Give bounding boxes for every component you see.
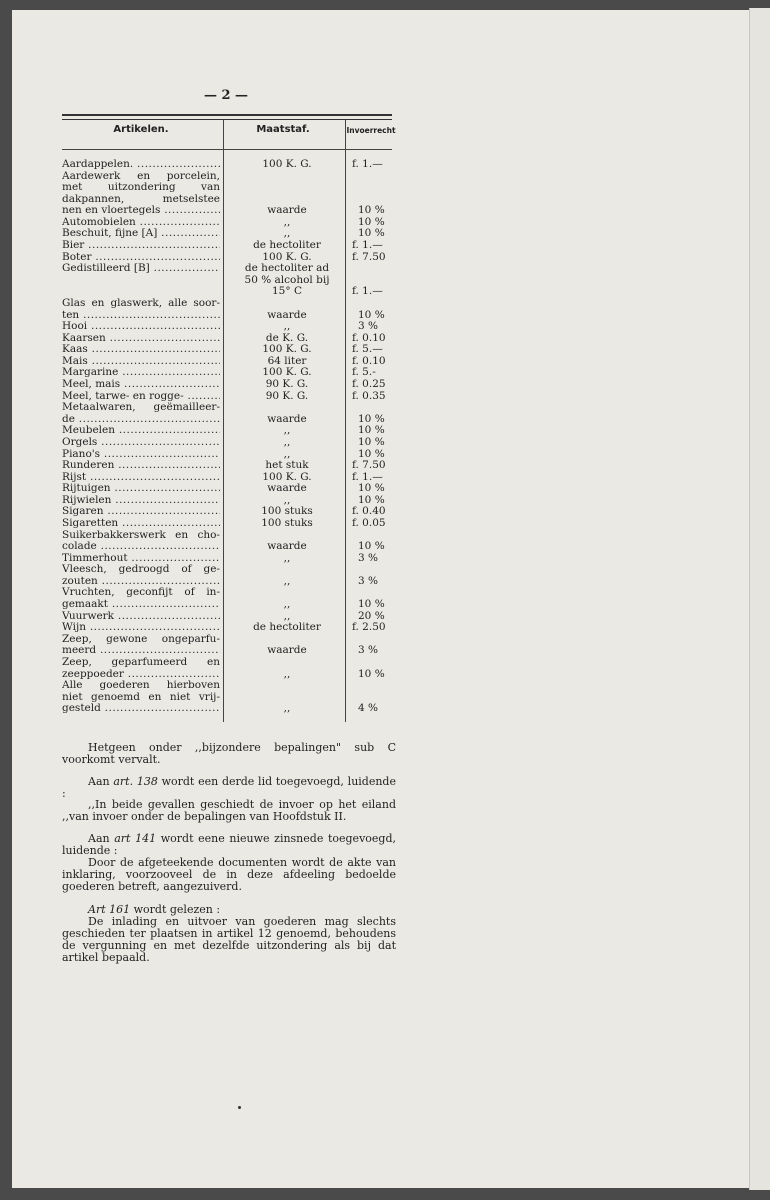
article-cell: nen en vloertegels ..... xyxy=(62,205,220,217)
page-number: — 2 — xyxy=(203,88,249,103)
article-cell: zeeppoeder ..... xyxy=(62,669,220,681)
table-row xyxy=(62,437,392,449)
article-cell: dakpannen, metselstee xyxy=(62,193,220,205)
article-cell: Automobielen ..... xyxy=(62,217,220,229)
table-row xyxy=(62,669,392,681)
article-cell: Alle goederen hierboven xyxy=(62,680,220,692)
table-row xyxy=(62,159,392,171)
table-row xyxy=(62,692,392,704)
unit-cell: waarde xyxy=(267,308,307,321)
table-row xyxy=(62,391,392,403)
duty-cell: 10 % xyxy=(358,424,385,437)
table-row xyxy=(62,414,392,426)
table-top-rule xyxy=(62,114,392,120)
duty-cell: f. 5.— xyxy=(352,343,383,356)
unit-cell: 100 K. G. xyxy=(262,366,312,379)
duty-cell: f. 5.- xyxy=(352,366,376,379)
article-cell: Metaalwaren, geëmailleer- xyxy=(62,402,220,414)
duty-cell: f. 7.50 xyxy=(352,250,386,263)
duty-cell: 10 % xyxy=(358,667,385,680)
table-row xyxy=(62,553,392,565)
unit-cell: 100 stuks xyxy=(261,505,313,518)
article-cell: Orgels ..... xyxy=(62,437,220,449)
table-row xyxy=(62,228,392,240)
article-cell: Meel, mais ..... xyxy=(62,379,220,391)
table-row xyxy=(62,171,392,183)
article-cell: met uitzondering van xyxy=(62,182,220,194)
table-row xyxy=(62,240,392,252)
table-row xyxy=(62,576,392,588)
unit-cell: 100 stuks xyxy=(261,516,313,529)
article-cell: Vuurwerk ..... xyxy=(62,611,220,623)
article-cell: Meel, tarwe- en rogge- ..... xyxy=(62,391,220,403)
article-cell: Zeep, gewone ongeparfu- xyxy=(62,633,220,645)
unit-cell: 100 K. G. xyxy=(262,470,312,483)
duty-cell: 10 % xyxy=(358,227,385,240)
article-cell: Margarine ..... xyxy=(62,367,220,379)
table-row xyxy=(62,460,392,472)
article-cell: Aardewerk en porcelein, xyxy=(62,170,220,182)
duty-cell: 10 % xyxy=(358,482,385,495)
table-row xyxy=(62,495,392,507)
article-cell: Kaas ..... xyxy=(62,344,220,356)
unit-cell: ,, xyxy=(283,320,291,333)
table-row xyxy=(62,587,392,599)
table-row xyxy=(62,506,392,518)
article-cell: Hooi ..... xyxy=(62,321,220,333)
header-duty: Invoerrecht xyxy=(346,126,396,135)
article-cell: Beschuit, fijne [A] ..... xyxy=(62,228,220,240)
duty-cell: 10 % xyxy=(358,412,385,425)
article-cell: Vleesch, gedroogd of ge- xyxy=(62,564,220,576)
table-row xyxy=(62,645,392,657)
duty-cell: 10 % xyxy=(358,215,385,228)
unit-cell: 90 K. G. xyxy=(265,378,309,391)
duty-cell: f. 1.— xyxy=(352,239,383,252)
table-row xyxy=(62,356,392,368)
table-row xyxy=(62,367,392,379)
article-cell: Glas en glaswerk, alle soor- xyxy=(62,297,220,309)
table-row xyxy=(62,182,392,194)
table-row xyxy=(62,611,392,623)
article-cell: Rijst ..... xyxy=(62,472,220,484)
unit-cell: ,, xyxy=(283,493,291,506)
article-cell: Bier ..... xyxy=(62,240,220,252)
unit-cell: de K. G. xyxy=(265,331,309,344)
article-cell: Mais ..... xyxy=(62,356,220,368)
table-row xyxy=(62,483,392,495)
article-cell: meerd ..... xyxy=(62,645,220,657)
paragraph-2: Aan art. 138 wordt een derde lid toegevoegd, luidende : xyxy=(62,775,396,800)
unit-cell: ,, xyxy=(283,424,291,437)
table-row xyxy=(62,599,392,611)
unit-cell: 100 K. G. xyxy=(262,343,312,356)
table-row xyxy=(62,379,392,391)
duty-cell: f. 7.50 xyxy=(352,459,386,472)
article-cell: Zeep, geparfumeerd en xyxy=(62,656,220,668)
table-row xyxy=(62,657,392,669)
table-row xyxy=(62,252,392,264)
duty-cell: f. 2.50 xyxy=(352,621,386,634)
article-cell: zouten ..... xyxy=(62,576,220,588)
duty-cell: f. 1.— xyxy=(352,158,383,170)
article-cell: Vruchten, geconfijt of in- xyxy=(62,587,220,599)
table-row xyxy=(62,344,392,356)
paragraph-7: De inlading en uitvoer van goederen mag slechts geschieden ter plaatsen in artikel 12 genoemd, behoudens de vergunning en met dezelfde uitzondering als bij dat artikel bepaald. xyxy=(62,915,396,964)
table-row xyxy=(62,286,392,298)
table-row xyxy=(62,217,392,229)
article-cell: de ..... xyxy=(62,414,220,426)
table-row xyxy=(62,333,392,345)
duty-cell: 10 % xyxy=(358,308,385,321)
duty-cell: 10 % xyxy=(358,598,385,611)
unit-cell: ,, xyxy=(283,227,291,240)
unit-cell: ,, xyxy=(283,447,291,460)
unit-cell: 100 K. G. xyxy=(262,158,312,170)
unit-cell: 64 liter xyxy=(267,354,307,367)
paragraph-6: Art 161 wordt gelezen : xyxy=(88,903,221,916)
duty-cell: f. 0.25 xyxy=(352,378,386,391)
unit-cell: 90 K. G. xyxy=(265,389,309,402)
article-cell: Boter ..... xyxy=(62,252,220,264)
unit-cell: ,, xyxy=(283,609,291,622)
article-cell: Gedistilleerd [B] ..... xyxy=(62,263,220,275)
table-row xyxy=(62,530,392,542)
unit-cell: ,, xyxy=(283,215,291,228)
duty-cell: 3 % xyxy=(358,551,378,564)
unit-cell: 50 % alcohol bij xyxy=(244,273,330,286)
unit-cell: waarde xyxy=(267,204,307,217)
paragraph-3: ,,In beide gevallen geschiedt de invoer op het eiland ,,van invoer onder de bepalingen van Hoofdstuk II. xyxy=(62,798,396,823)
duty-cell: 4 % xyxy=(358,702,378,715)
duty-cell: f. 0.05 xyxy=(352,516,386,529)
table-row xyxy=(62,541,392,553)
unit-cell: waarde xyxy=(267,412,307,425)
article-cell: gesteld ..... xyxy=(62,703,220,715)
article-cell: ten ..... xyxy=(62,310,220,322)
duty-cell: f. 0.10 xyxy=(352,354,386,367)
unit-cell: ,, xyxy=(283,435,291,448)
table-row xyxy=(62,703,392,715)
ink-speck xyxy=(238,1106,241,1109)
duty-cell: f. 0.40 xyxy=(352,505,386,518)
duty-cell: 20 % xyxy=(358,609,385,622)
table-row xyxy=(62,634,392,646)
paragraph-4: Aan art 141 wordt eene nieuwe zinsnede toegevoegd, luidende : xyxy=(62,832,396,857)
duty-cell: 3 % xyxy=(358,320,378,333)
duty-cell: 10 % xyxy=(358,493,385,506)
unit-cell: de hectoliter xyxy=(253,621,321,634)
header-articles: Artikelen. xyxy=(113,124,169,135)
table-row xyxy=(62,680,392,692)
duty-cell: 10 % xyxy=(358,540,385,553)
duty-cell: f. 1.— xyxy=(352,470,383,483)
duty-cell: 10 % xyxy=(358,435,385,448)
article-cell: colade ..... xyxy=(62,541,220,553)
unit-cell: de hectoliter ad xyxy=(244,262,330,275)
article-cell: Meubelen ..... xyxy=(62,425,220,437)
duty-cell: 3 % xyxy=(358,644,378,657)
unit-cell: 15° C xyxy=(272,285,302,298)
unit-cell: waarde xyxy=(267,482,307,495)
duty-cell: 10 % xyxy=(358,447,385,460)
table-row xyxy=(62,518,392,530)
unit-cell: ,, xyxy=(283,598,291,611)
article-cell: Timmerhout ..... xyxy=(62,553,220,565)
article-cell: niet genoemd en niet vrij- xyxy=(62,691,220,703)
unit-cell: de hectoliter xyxy=(253,239,321,252)
duty-cell: f. 0.35 xyxy=(352,389,386,402)
duty-cell: f. 1.— xyxy=(352,285,383,298)
table-row xyxy=(62,622,392,634)
unit-cell: ,, xyxy=(283,551,291,564)
article-cell: Sigaretten ..... xyxy=(62,518,220,530)
table-row xyxy=(62,472,392,484)
article-cell: Aardappelen. ..... xyxy=(62,159,220,171)
unit-cell: 100 K. G. xyxy=(262,250,312,263)
paragraph-5: Door de afgeteekende documenten wordt de akte van inklaring, voorzooveel de in deze afdeeling bedoelde goederen betreft, aangezuiverd. xyxy=(62,856,396,893)
table-row xyxy=(62,402,392,414)
table-row xyxy=(62,310,392,322)
article-cell: Kaarsen ..... xyxy=(62,333,220,345)
duty-cell: f. 0.10 xyxy=(352,331,386,344)
article-cell: Runderen ..... xyxy=(62,460,220,472)
table-row xyxy=(62,298,392,310)
unit-cell: waarde xyxy=(267,644,307,657)
page-edge xyxy=(749,8,770,1190)
duty-cell: 10 % xyxy=(358,204,385,217)
article-cell: gemaakt ..... xyxy=(62,599,220,611)
table-row xyxy=(62,449,392,461)
unit-cell: waarde xyxy=(267,540,307,553)
header-divider xyxy=(62,149,392,150)
unit-cell: ,, xyxy=(283,667,291,680)
article-cell: Piano's ..... xyxy=(62,449,220,461)
unit-cell: ,, xyxy=(283,702,291,715)
table-row xyxy=(62,564,392,576)
unit-cell: het stuk xyxy=(265,459,309,472)
table-row xyxy=(62,425,392,437)
article-cell: Suikerbakkerswerk en cho- xyxy=(62,529,220,541)
article-cell: Wijn ..... xyxy=(62,622,220,634)
header-unit: Maatstaf. xyxy=(256,124,310,135)
table-row xyxy=(62,194,392,206)
unit-cell: ,, xyxy=(283,574,291,587)
duty-cell: 3 % xyxy=(358,574,378,587)
table-row xyxy=(62,205,392,217)
table-row xyxy=(62,275,392,287)
article-cell: Sigaren ..... xyxy=(62,506,220,518)
table-row xyxy=(62,263,392,275)
article-cell: Rijtuigen ..... xyxy=(62,483,220,495)
paragraph-1: Hetgeen onder ,,bijzondere bepalingen" sub C voorkomt vervalt. xyxy=(62,741,396,766)
article-cell: Rijwielen ..... xyxy=(62,495,220,507)
table-row xyxy=(62,321,392,333)
